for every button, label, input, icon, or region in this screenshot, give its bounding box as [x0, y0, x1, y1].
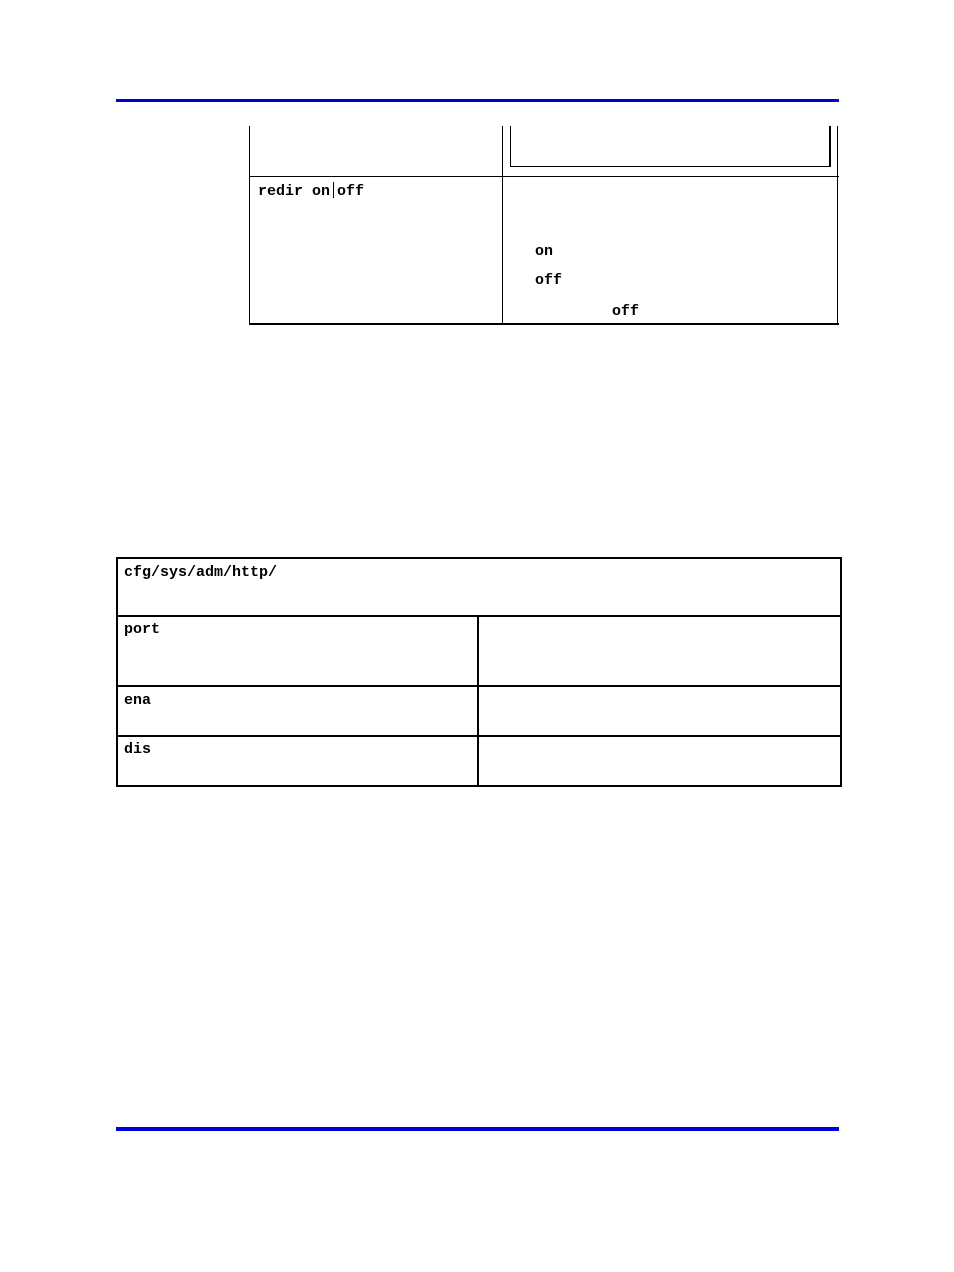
header-divider [118, 615, 840, 617]
option-item-off: off [535, 272, 563, 289]
row-divider [118, 735, 840, 737]
http-command-table [116, 557, 842, 787]
table-row-divider [249, 176, 839, 177]
command-port: port [124, 621, 161, 638]
header-rule [116, 99, 839, 102]
option-item-on: on [535, 243, 554, 260]
command-table-continued [249, 126, 838, 324]
option-on: on [312, 183, 331, 200]
table-border-left [249, 126, 250, 324]
command-name: redir [258, 183, 304, 200]
nested-box-continued [510, 126, 831, 167]
command-ena: ena [124, 692, 152, 709]
default-value: off [612, 303, 640, 320]
table-column-divider [477, 615, 479, 785]
table-border-right [837, 126, 838, 324]
option-off: off [337, 183, 365, 200]
pipe-separator [333, 182, 334, 198]
table-border-bottom [249, 323, 839, 325]
table-column-divider [502, 126, 503, 324]
table-header-path: cfg/sys/adm/http/ [124, 564, 278, 581]
row-divider [118, 685, 840, 687]
command-dis: dis [124, 741, 152, 758]
command-cell [258, 182, 364, 201]
footer-rule [116, 1127, 839, 1131]
